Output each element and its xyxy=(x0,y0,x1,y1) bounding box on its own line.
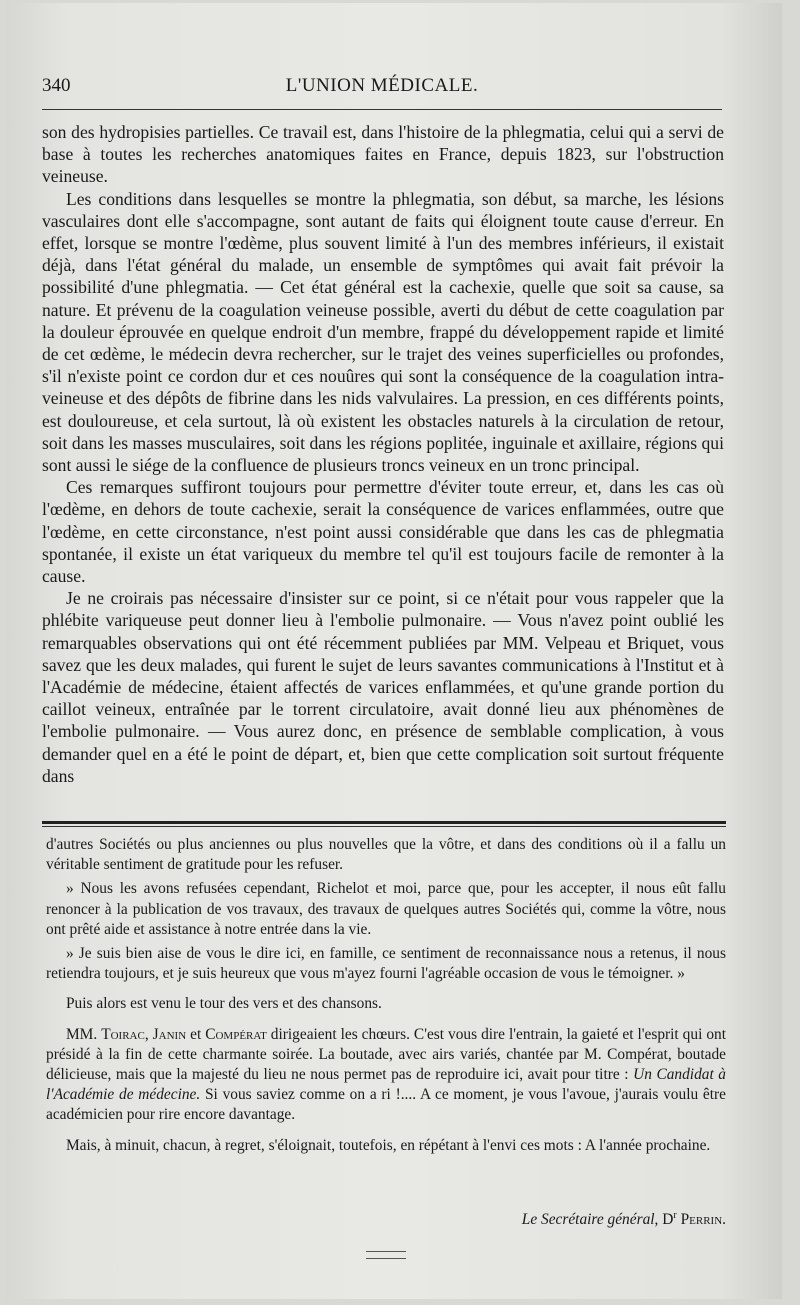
text-run: et xyxy=(186,1025,206,1043)
feuilleton-divider xyxy=(42,821,726,827)
person-name: Compérat xyxy=(205,1025,267,1043)
signature-title: Le Secrétaire général xyxy=(521,1211,655,1229)
text-run: , xyxy=(654,1211,663,1229)
feuilleton-paragraph: » Nous les avons refusées cependant, Richelot et moi, parce que, pour les accepter, il nous eût fallu renoncer à la publication de vos travaux, des travaux de quelques autres Sociétés qui, comme la vôtre, nous ont prêté aide et assistance à notre entrée dans la vie. xyxy=(46,880,726,938)
feuilleton-section xyxy=(46,835,726,1160)
text-run: dirigeaient les chœurs. C'est vous dire l'entrain, la gaieté et l'esprit qui ont présidé à la fin de cette charmante soirée. La boutade, avec airs variés, chantée par M. Compérat, boutade délicieuse, mais que la majesté du lieu ne nous permet pas de reproduire ici, avait pour titre : xyxy=(46,1025,726,1084)
article-paragraph: Les conditions dans lesquelles se montre la phlegmatia, son début, sa marche, les lésions vasculaires dont elle s'accompagne, sont autant de faits qui éloignent toute cause d'erreur. En effet, lorsque se montre l'œdème, plus souvent limité à l'un des membres inférieurs, il existait déjà, dans l'état général du malade, un ensemble de symptômes qui avait fait prévoir la possibilité d'une phlegmatia. — Cet état général est la cachexie, quelle que soit sa cause, sa nature. Et prévenu de la coagulation veineuse possible, averti du début de cette coagulation par la douleur éprouvée en quelque endroit d'un membre, frappé du développement rapide et limité de cet œdème, le médecin devra rechercher, sur le trajet des veines superficielles ou profondes, s'il n'existe point ce cordon dur et ces nouûres qui sont la conséquence de la coagulation intra-veineuse et des dépôts de fibrine dans les nids valvulaires. La pression, en ces différents points, est douloureuse, et cela surtout, là où existent les obstacles naturels à la circulation de retour, soit dans les masses musculaires, soit dans les régions poplitée, inguinale et axillaire, régions qui sont aussi le siége de la confluence de plusieurs troncs veineux en un tronc principal. xyxy=(42,188,724,476)
text-run: D xyxy=(662,1211,674,1229)
text-run: Si vous saviez comme on a ri !.... A ce moment, je vous l'avoue, j'aurais voulu être académicien pour rire encore davantage. xyxy=(46,1086,726,1124)
article-paragraph: Ces remarques suffiront toujours pour permettre d'éviter toute erreur, et, dans les cas où l'œdème, en dehors de toute cachexie, serait la conséquence de varices enflammées, outre que l'œdème, en cette circonstance, n'est point aussi considérable que dans les cas de phlegmatia spontanée, il existe un état variqueux du membre tel qu'il est toujours facile de remonter à la cause. xyxy=(42,477,724,587)
person-name: Janin xyxy=(152,1025,187,1043)
article-paragraph: son des hydropisies partielles. Ce travail est, dans l'histoire de la phlegmatia, celui qui a servi de base à toutes les recherches anatomiques faites en France, depuis 1823, sur l'obstruction veineuse. xyxy=(42,122,724,187)
document-page xyxy=(6,3,782,1299)
text-run: , xyxy=(144,1025,153,1043)
feuilleton-paragraph: » Je suis bien aise de vous le dire ici, en famille, ce sentiment de reconnaissance nous a retenus, il nous retiendra toujours, et je suis heureux que vous m'ayez fourni l'agréable occasion de vous le témoigner. » xyxy=(46,945,726,983)
journal-title: L'UNION MÉDICALE. xyxy=(285,75,479,96)
end-mark xyxy=(366,1251,406,1259)
text-run: MM. xyxy=(66,1025,102,1043)
signature-dr xyxy=(662,1211,676,1228)
signature xyxy=(426,1210,726,1229)
article-paragraph: Je ne croirais pas nécessaire d'insister sur ce point, si ce n'était pour vous rappeler que la phlébite variqueuse peut donner lieu à l'embolie pulmonaire. — Vous n'avez point oublié les remarquables observations qui ont été récemment publiées par MM. Velpeau et Briquet, vous savez que les deux malades, qui furent le sujet de leurs savantes communications à l'Institut et à l'Académie de médecine, étaient affectés de varices enflammées, et qu'une grande portion du caillot veineux, entraînée par le torrent circulatoire, avait donné lieu aux phénomènes de l'embolie pulmonaire. — Vous aurez donc, en présence de semblable complication, à vous demander quel en a été le point de départ, et, bien que cette complication soit surtout fréquente dans xyxy=(42,588,724,786)
person-name: Toirac xyxy=(101,1025,145,1043)
page-number: 340 xyxy=(42,75,71,96)
feuilleton-paragraph: Mais, à minuit, chacun, à regret, s'éloignait, toutefois, en répétant à l'envi ces mots : A l'année prochaine. xyxy=(66,1136,711,1154)
feuilleton-paragraph: d'autres Sociétés ou plus anciennes ou plus nouvelles que la vôtre, et dans des conditions où il a fallu un véritable sentiment de gratitude pour les refuser. xyxy=(46,836,726,874)
song-title: Un Candidat à l'Académie de médecine. xyxy=(46,1066,726,1104)
main-article xyxy=(42,121,724,787)
text-run: r xyxy=(673,1210,677,1221)
header-rule xyxy=(42,109,722,110)
signature-name: Perrin. xyxy=(680,1211,726,1229)
page-header xyxy=(42,75,722,105)
feuilleton-paragraph xyxy=(46,1025,726,1126)
feuilleton-paragraph: Puis alors est venu le tour des vers et des chansons. xyxy=(66,995,382,1013)
